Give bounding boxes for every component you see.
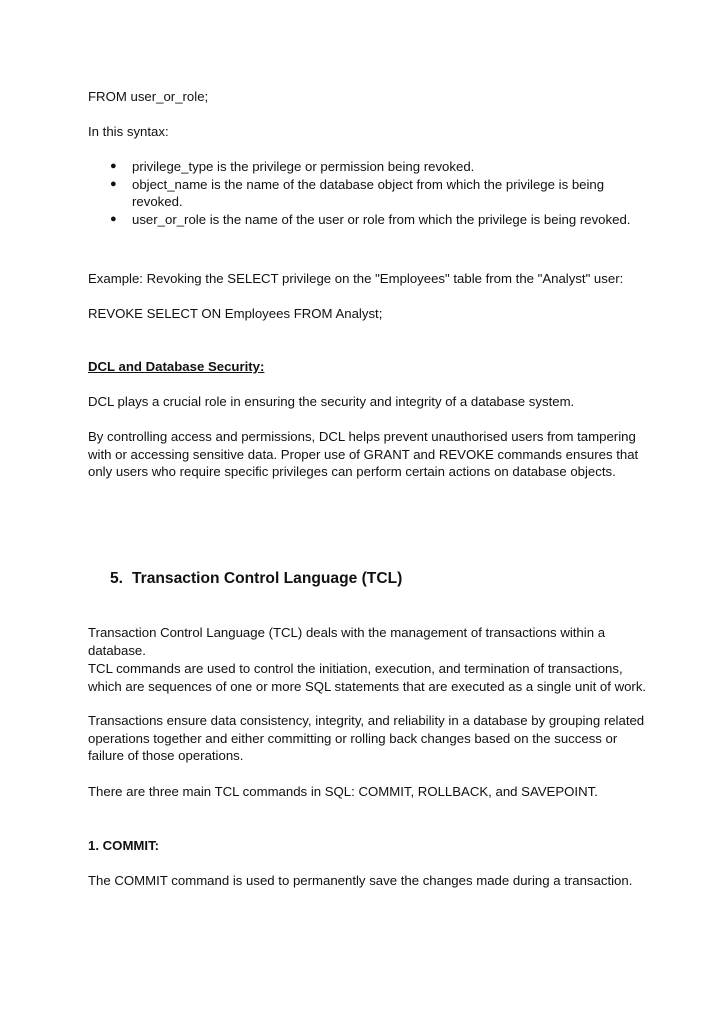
tcl-section-title bbox=[110, 570, 402, 588]
bullet-text: object_name is the name of the database object from which the privilege is being revoked. bbox=[132, 176, 605, 210]
from-clause-line: FROM user_or_role; bbox=[88, 89, 209, 104]
example-statement: REVOKE SELECT ON Employees FROM Analyst; bbox=[88, 306, 383, 321]
bullet-icon: ● bbox=[110, 212, 117, 225]
bullet-text: privilege_type is the privilege or permission being revoked. bbox=[132, 159, 475, 174]
bullet-icon: ● bbox=[110, 160, 117, 172]
tcl-paragraph-2: TCL commands are used to control the initiation, execution, and termination of transactions, which are sequences of one or more SQL statements that are executed as a single unit of work. bbox=[88, 661, 647, 694]
bullet-icon: ● bbox=[110, 177, 117, 190]
tcl-paragraph-3: Transactions ensure data consistency, integrity, and reliability in a database by grouping related operations together and either committing or rolling back changes based on the success or failure of those operations. bbox=[88, 713, 645, 764]
dcl-security-paragraph-1: DCL plays a crucial role in ensuring the security and integrity of a database system. bbox=[88, 394, 575, 409]
list-item bbox=[88, 211, 648, 229]
dcl-security-heading: DCL and Database Security: bbox=[88, 359, 265, 374]
bullet-text: user_or_role is the name of the user or role from which the privilege is being revoked. bbox=[132, 211, 631, 227]
section-number: 5. bbox=[110, 570, 124, 587]
syntax-intro: In this syntax: bbox=[88, 124, 169, 139]
section-title-text: Transaction Control Language (TCL) bbox=[132, 570, 403, 587]
list-item bbox=[88, 176, 648, 211]
dcl-security-paragraph-2: By controlling access and permissions, DCL helps prevent unauthorised users from tampering with or accessing sensitive data. Proper use of GRANT and REVOKE commands ensures that only users who require specific privileges can perform certain actions on database objects. bbox=[88, 429, 639, 480]
example-description: Example: Revoking the SELECT privilege on the "Employees" table from the "Analyst" user: bbox=[88, 271, 624, 286]
tcl-commands-intro: There are three main TCL commands in SQL: COMMIT, ROLLBACK, and SAVEPOINT. bbox=[88, 784, 598, 799]
syntax-bullet-list bbox=[88, 158, 648, 228]
commit-description: The COMMIT command is used to permanently save the changes made during a transaction. bbox=[88, 873, 633, 888]
list-item bbox=[88, 158, 648, 176]
tcl-paragraph-1: Transaction Control Language (TCL) deals with the management of transactions within a database. bbox=[88, 625, 606, 658]
commit-heading: 1. COMMIT: bbox=[88, 838, 160, 853]
